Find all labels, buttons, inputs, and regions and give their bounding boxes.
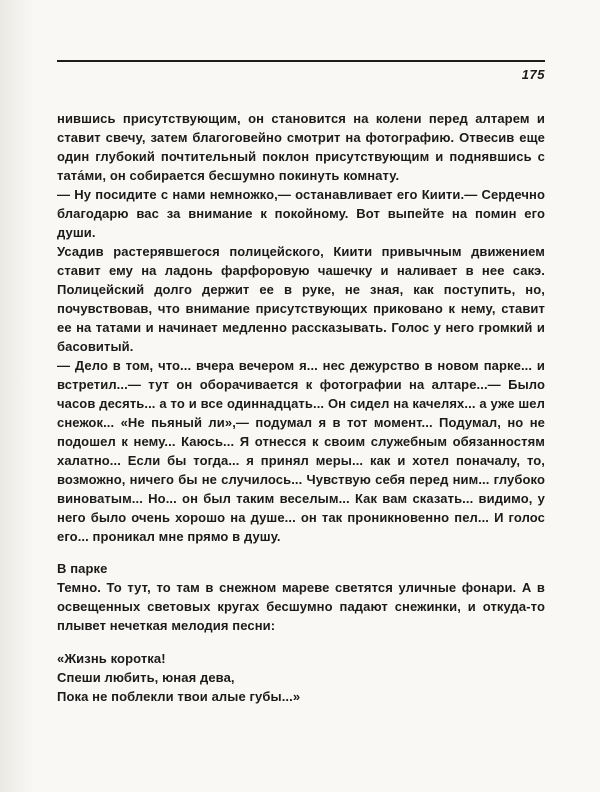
verse-line: Пока не поблекли твои алые губы...»	[57, 689, 301, 704]
scene-heading: В парке	[57, 561, 108, 576]
text-block	[57, 109, 545, 706]
paragraph-scene-description: Темно. То тут, то там в снежном мареве светятся уличные фонари. А в освещенных световых кругах бесшумно падают снежинки, и откуда-то плывет нечеткая мелодия песни:	[57, 580, 545, 633]
page-header	[0, 0, 600, 82]
header-rule	[57, 60, 545, 62]
verse-line: Спеши любить, юная дева,	[57, 670, 235, 685]
page-number: 175	[521, 67, 545, 82]
paragraph-continuation: нившись присутствующим, он становится на колени перед алтарем и ставит свечу, затем благоговейно смотрит на фотографию. Отвесив еще один глубокий почтительный поклон присутствующим и поднявшись с тата́ми, он собирается бесшумно покинуть комнату.	[57, 111, 545, 183]
paragraph-narration: Усадив растерявшегося полицейского, Киити привычным движением ставит ему на ладонь фарфоровую чашечку и наливает в нее сакэ. Полицейский долго держит ее в руке, не зная, как поступить, но, почувствовав, что внимание присутствующих приковано к нему, ставит ее на татами и начинает медленно рассказывать. Голос у него громкий и басовитый.	[57, 244, 545, 354]
paragraph-dialogue-kiiti: — Ну посидите с нами немножко,— останавливает его Киити.— Сердечно благодарю вас за внимание к покойному. Вот выпейте на помин его души.	[57, 187, 545, 240]
song-verse	[57, 649, 545, 706]
verse-line: «Жизнь коротка!	[57, 651, 166, 666]
paragraph-dialogue-policeman: — Дело в том, что... вчера вечером я... нес дежурство в новом парке... и встретил...— тут он оборачивается к фотографии на алтаре...— Было часов десять... а то и все одиннадцать... Он сидел на качелях... а уже шел снежок... «Не пьяный ли»,— подумал я в тот момент... Подумал, но не подошел к нему... Каюсь... Я отнесся к своим служебным обязанностям халатно... Если бы тогда... я принял меры... как и хотел поначалу, то, возможно, ничего бы не случилось... Чувствую себя перед ним... глубоко виноватым... Но... он был таким веселым... Как вам сказать... видимо, у него было очень хорошо на душе... он так проникновенно пел... И голос его... проникал мне прямо в душу.	[57, 358, 545, 544]
